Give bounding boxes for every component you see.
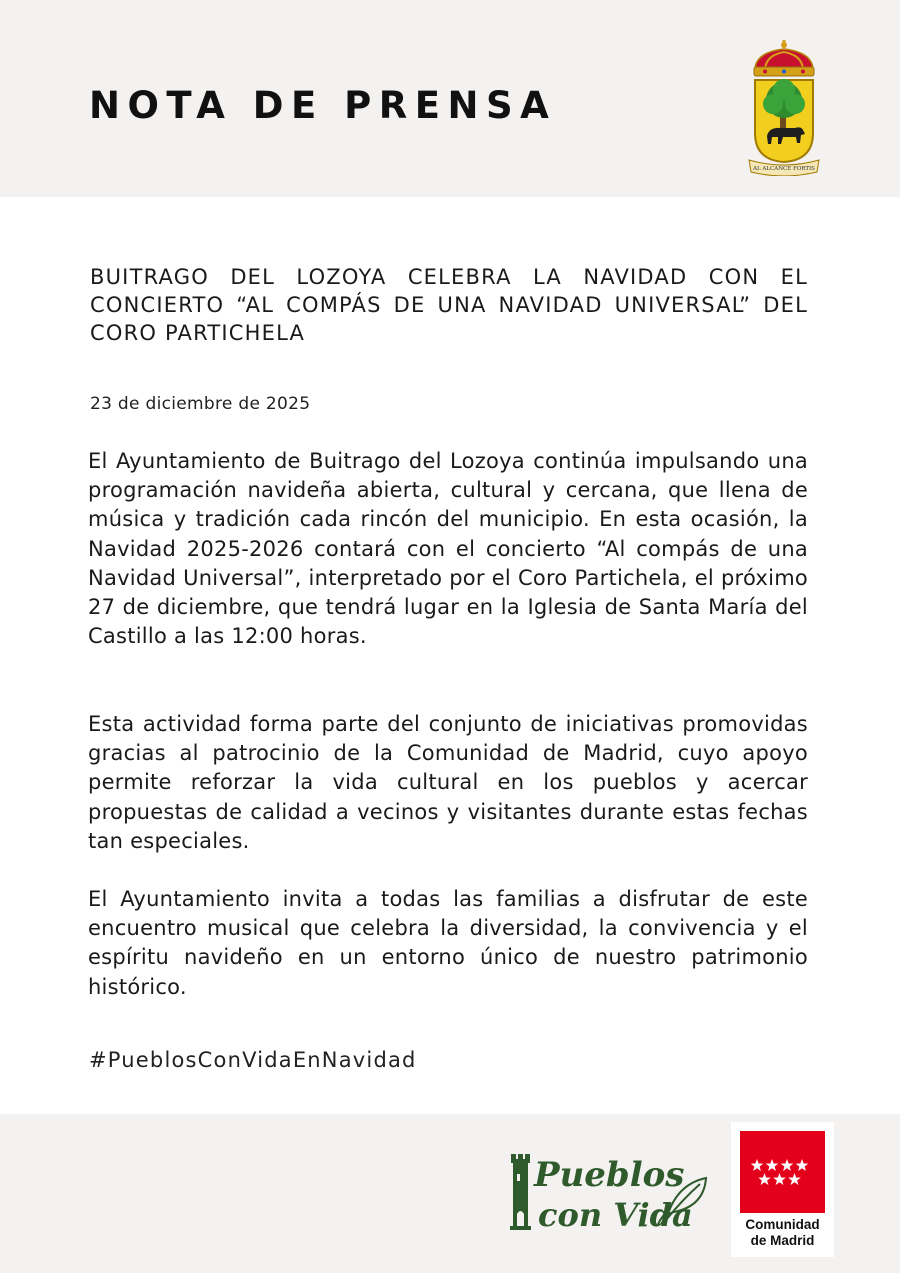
hashtag: #PueblosConVidaEnNavidad bbox=[89, 1048, 417, 1072]
svg-text:Pueblos: Pueblos bbox=[534, 1155, 685, 1195]
body-paragraph-3: El Ayuntamiento invita a todas las familias a disfrutar de este encuentro musical que celebra la diversidad, la convivencia y el espíritu navideño en un entorno único de nuestro patrimonio histórico. bbox=[88, 887, 808, 999]
madrid-logo-text bbox=[731, 1217, 834, 1249]
header-band bbox=[0, 0, 900, 197]
madrid-flag-icon bbox=[740, 1131, 825, 1213]
document-title: NOTA DE PRENSA bbox=[89, 84, 557, 127]
svg-text:con Vida: con Vida bbox=[538, 1196, 693, 1234]
press-headline: BUITRAGO DEL LOZOYA CELEBRA LA NAVIDAD CON EL CONCIERTO “AL COMPÁS DE UNA NAVIDAD UNIVERSAL” DEL CORO PARTICHELA bbox=[90, 265, 808, 345]
madrid-logo-line2: de Madrid bbox=[750, 1233, 815, 1248]
castle-tower-icon bbox=[510, 1154, 531, 1230]
municipal-coat-of-arms-icon bbox=[745, 38, 823, 176]
svg-text:AL ALCANCE FORTIS: AL ALCANCE FORTIS bbox=[753, 166, 815, 172]
body-paragraph-1: El Ayuntamiento de Buitrago del Lozoya continúa impulsando una programación navideña abierta, cultural y cercana, que llena de música y tradición cada rincón del municipio. En esta ocasión, la Navidad 2025-2026 contará con el concierto “Al compás de una Navidad Universal”, interpretado por el Coro Partichela, el próximo 27 de diciembre, que tendrá lugar en la Iglesia de Santa María del Castillo a las 12:00 horas. bbox=[88, 449, 808, 649]
pueblos-con-vida-logo bbox=[508, 1144, 713, 1236]
body-paragraph-2: Esta actividad forma parte del conjunto de iniciativas promovidas gracias al patrocinio de la Comunidad de Madrid, cuyo apoyo permite reforzar la vida cultural en los pueblos y acercar propuestas de calidad a vecinos y visitantes durante estas fechas tan especiales. bbox=[88, 712, 808, 853]
madrid-logo-line1: Comunidad bbox=[745, 1217, 820, 1232]
comunidad-de-madrid-logo bbox=[731, 1122, 834, 1257]
press-date: 23 de diciembre de 2025 bbox=[90, 394, 311, 414]
